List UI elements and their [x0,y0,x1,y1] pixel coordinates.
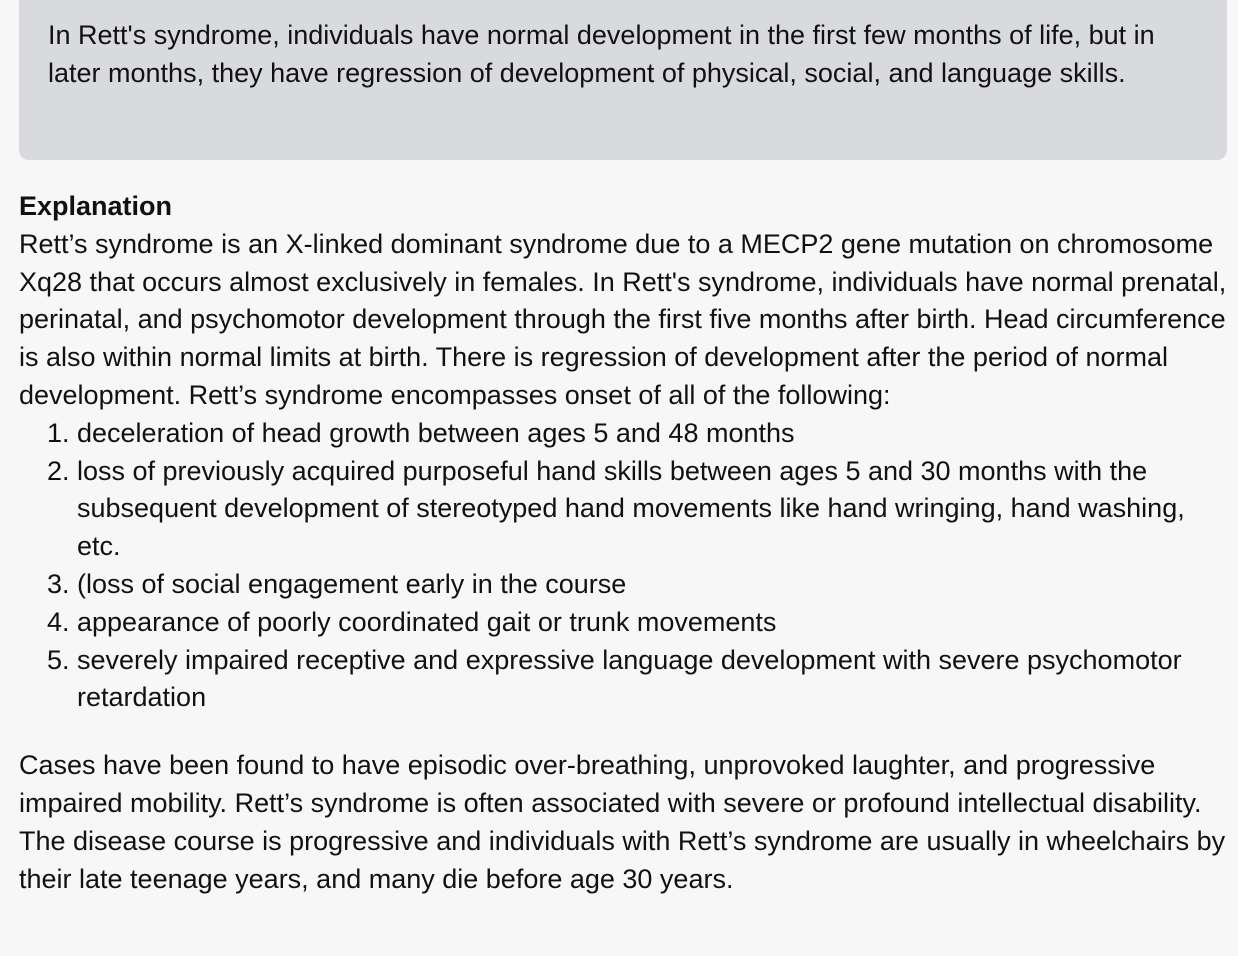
selected-answer-box [19,0,1227,160]
explanation-closing: Cases have been found to have episodic over-breathing, unprovoked laughter, and progressive impaired mobility. Rett’s syndrome is often associated with severe or profound intellectual disability. The disease course is progressive and individuals with Rett’s syndrome are usually in wheelchairs by their late teenage years, and many die before age 30 years. [19,750,1226,894]
answer-text: In Rett's syndrome, individuals have normal development in the first few months of life, but in later months, they have regression of development of physical, social, and language skills. [48,20,1155,88]
criteria-item: 2. loss of previously acquired purposeful hand skills between ages 5 and 30 months with the subsequent development of stereotyped hand movements like hand wringing, hand washing, etc. [77,453,1229,566]
criteria-item: 3. (loss of social engagement early in the course [77,566,1229,604]
explanation-section [19,188,1229,898]
explanation-heading: Explanation [19,191,173,221]
criteria-list [19,415,1229,717]
criteria-item: 1. deceleration of head growth between ages 5 and 48 months [77,415,1229,453]
criteria-item: 4. appearance of poorly coordinated gait or trunk movements [77,604,1229,642]
criteria-item: 5. severely impaired receptive and expressive language development with severe psychomotor retardation [77,642,1229,718]
explanation-intro: Rett’s syndrome is an X-linked dominant syndrome due to a MECP2 gene mutation on chromosome Xq28 that occurs almost exclusively in females. In Rett's syndrome, individuals have normal prenatal, perinatal, and psychomotor development through the first five months after birth. Head circumference is also within normal limits at birth. There is regression of development after the period of normal development. Rett’s syndrome encompasses onset of all of the following: [19,228,1227,410]
